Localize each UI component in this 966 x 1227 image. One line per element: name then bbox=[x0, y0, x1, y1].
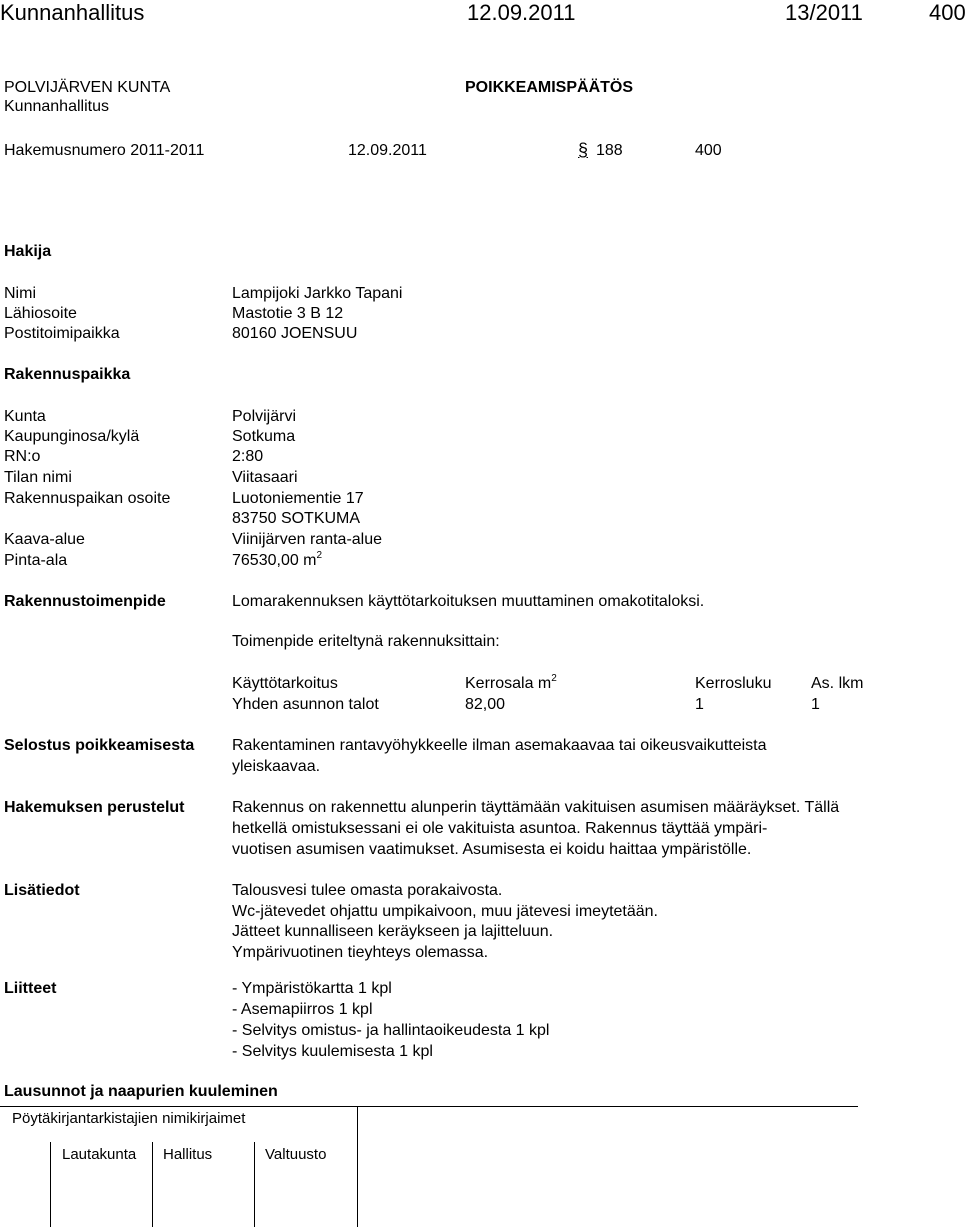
attachment-item: - Selvitys omistus- ja hallintaoikeudesta 1 kpl bbox=[232, 1022, 550, 1039]
additional-line: Talousvesi tulee omasta porakaivosta. bbox=[232, 882, 503, 899]
site-zoning-value: Viinijärven ranta-alue bbox=[232, 531, 383, 548]
description-line: Rakentaminen rantavyöhykkeelle ilman asemakaavaa tai oikeusvaikutteista bbox=[232, 737, 767, 754]
site-village-value: Sotkuma bbox=[232, 428, 296, 445]
site-municipality-value: Polvijärvi bbox=[232, 408, 297, 425]
header-page-ref: 13/2011 bbox=[785, 0, 863, 25]
applicant-heading: Hakija bbox=[4, 243, 52, 260]
site-address-label: Rakennuspaikan osoite bbox=[4, 490, 171, 507]
grounds-line: vuotisen asumisen vaatimukset. Asumisesta ei koidu haittaa ympäristölle. bbox=[232, 841, 752, 858]
site-rno-value: 2:80 bbox=[232, 448, 264, 465]
footer-col-rule bbox=[50, 1142, 51, 1227]
footer-col-rule bbox=[152, 1142, 153, 1227]
table-header-floor-area: Kerrosala $m^2$ bbox=[465, 673, 557, 692]
grounds-line: hetkellä omistuksessani ei ole vakituista asuntoa. Rakennus täyttää ympäri- bbox=[232, 820, 768, 837]
header-date: 12.09.2011 bbox=[467, 0, 576, 25]
table-header-use: Käyttötarkoitus bbox=[232, 675, 338, 692]
table-cell-floor-area: 82,00 bbox=[465, 696, 506, 713]
footer-col-rule bbox=[254, 1142, 255, 1227]
section-symbol: § bbox=[578, 140, 589, 160]
table-header-dwellings: As. lkm bbox=[811, 675, 864, 692]
attachment-item: - Asemapiirros 1 kpl bbox=[232, 1001, 373, 1018]
attachments-heading: Liitteet bbox=[4, 980, 57, 997]
header-title: Kunnanhallitus bbox=[0, 0, 145, 25]
applicant-name-label: Nimi bbox=[4, 285, 36, 302]
header-number: 400 bbox=[929, 0, 966, 25]
applicant-postal-label: Postitoimipaikka bbox=[4, 325, 120, 342]
footer-col-lautakunta: Lautakunta bbox=[62, 1146, 137, 1163]
applicant-address-value: Mastotie 3 B 12 bbox=[232, 305, 344, 322]
site-area-value: 76530,00 $m^2$ bbox=[232, 550, 323, 569]
site-heading: Rakennuspaikka bbox=[4, 366, 131, 383]
site-rno-label: RN:o bbox=[4, 448, 41, 465]
site-address-value: Luotoniementie 17 bbox=[232, 490, 364, 507]
description-line: yleiskaavaa. bbox=[232, 758, 321, 775]
additional-heading: Lisätiedot bbox=[4, 882, 80, 899]
footer-divider bbox=[357, 1106, 358, 1227]
attachment-item: - Selvitys kuulemisesta 1 kpl bbox=[232, 1043, 433, 1060]
application-number: Hakemusnumero 2011-2011 bbox=[4, 142, 205, 159]
additional-line: Ympärivuotinen tieyhteys olemassa. bbox=[232, 944, 489, 961]
applicant-address-label: Lähiosoite bbox=[4, 305, 77, 322]
application-case-number: 400 bbox=[695, 142, 722, 159]
footer-col-valtuusto: Valtuusto bbox=[265, 1146, 327, 1163]
document-type: POIKKEAMISPÄÄTÖS bbox=[465, 79, 634, 96]
footer-col-hallitus: Hallitus bbox=[163, 1146, 213, 1163]
additional-line: Jätteet kunnalliseen keräykseen ja lajitteluun. bbox=[232, 923, 554, 940]
site-estate-value: Viitasaari bbox=[232, 469, 298, 486]
hearing-heading: Lausunnot ja naapurien kuuleminen bbox=[4, 1083, 278, 1100]
grounds-line: Rakennus on rakennettu alunperin täyttämään vakituisen asumisen määräykset. Tällä bbox=[232, 799, 840, 816]
additional-line: Wc-jätevedet ohjattu umpikaivoon, muu jätevesi imeytetään. bbox=[232, 903, 658, 920]
measure-text: Lomarakennuksen käyttötarkoituksen muuttaminen omakotitaloksi. bbox=[232, 593, 705, 610]
section-number: 188 bbox=[596, 142, 623, 159]
site-village-label: Kaupunginosa/kylä bbox=[4, 428, 140, 445]
description-heading: Selostus poikkeamisesta bbox=[4, 737, 195, 754]
footer-top-rule bbox=[0, 1106, 858, 1107]
application-date: 12.09.2011 bbox=[348, 142, 427, 159]
site-postal-value: 83750 SOTKUMA bbox=[232, 510, 361, 527]
org-body: Kunnanhallitus bbox=[4, 98, 109, 115]
table-cell-floors: 1 bbox=[695, 696, 704, 713]
table-header-floors: Kerrosluku bbox=[695, 675, 772, 692]
measure-heading: Rakennustoimenpide bbox=[4, 593, 166, 610]
applicant-name-value: Lampijoki Jarkko Tapani bbox=[232, 285, 403, 302]
site-estate-label: Tilan nimi bbox=[4, 469, 72, 486]
table-cell-dwellings: 1 bbox=[811, 696, 820, 713]
grounds-heading: Hakemuksen perustelut bbox=[4, 799, 185, 816]
org-name: POLVIJÄRVEN KUNTA bbox=[4, 79, 171, 96]
site-area-label: Pinta-ala bbox=[4, 552, 68, 569]
site-zoning-label: Kaava-alue bbox=[4, 531, 85, 548]
measure-subheading: Toimenpide eriteltynä rakennuksittain: bbox=[232, 633, 500, 650]
signatures-label: Pöytäkirjantarkistajien nimikirjaimet bbox=[12, 1110, 246, 1127]
site-municipality-label: Kunta bbox=[4, 408, 46, 425]
attachment-item: - Ympäristökartta 1 kpl bbox=[232, 980, 392, 997]
applicant-postal-value: 80160 JOENSUU bbox=[232, 325, 358, 342]
table-cell-use: Yhden asunnon talot bbox=[232, 696, 379, 713]
